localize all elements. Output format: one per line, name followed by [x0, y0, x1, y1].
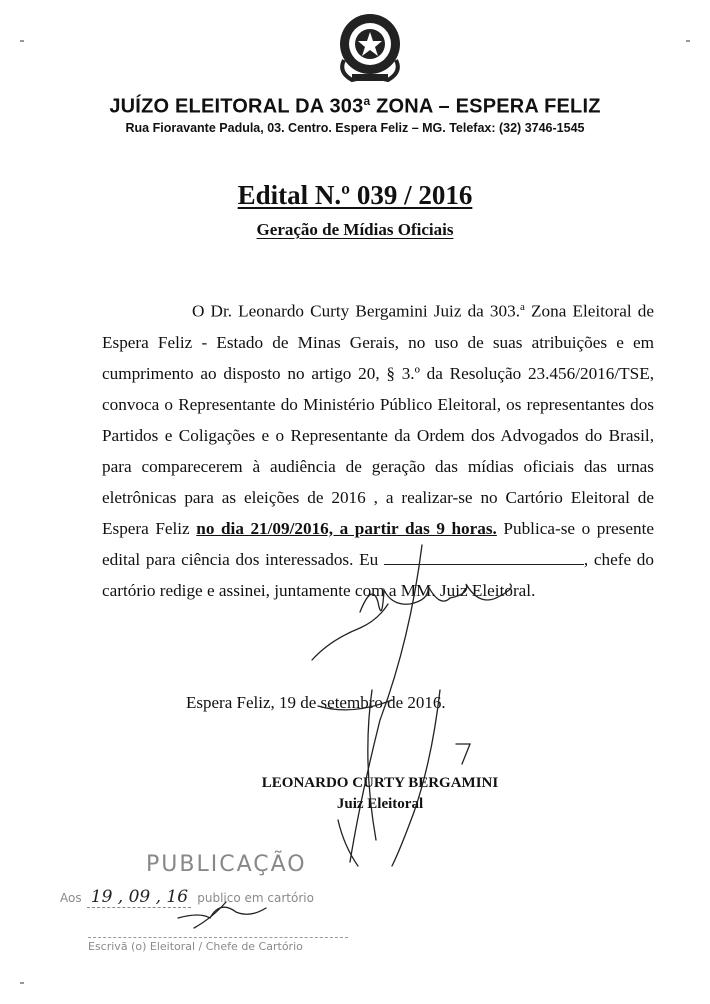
- publication-stamp-footer: Escrivã (o) Eleitoral / Chefe de Cartório: [88, 937, 348, 953]
- edital-body: O Dr. Leonardo Curty Bergamini Juiz da 303.$^a$ Zona Eleitoral de Espera Feliz - Estado de Minas Gerais, no uso de suas atribuições e em cumprimento ao disposto no artigo 20, § 3.º da Resolução 23.456/2016/TSE, convoca o Representante do Ministério Público Eleitoral, os representantes dos Partidos e Coligações e o Representante da Ordem dos Advogados do Brasil, para comparecerem à audiência de geração das mídias oficiais das urnas eletrônicas para as eleições de 2016 , a realizar-se no Cartório Eleitoral de Espera Feliz no dia 21/09/2016, a partir das 9 horas. Publica-se o presente edital para ciência dos interessados. Eu , chefe do cartório redige e assinei, juntamente com a MM. Juiz Eleitoral.: [102, 301, 654, 600]
- publication-stamp-title: PUBLICAÇÃO: [146, 852, 307, 877]
- scan-speck: [20, 40, 24, 42]
- edital-title: Edital N.º 039 / 2016: [237, 180, 473, 210]
- judge-name: LEONARDO CURTY BERGAMINI: [261, 775, 499, 791]
- court-header-title: JUÍZO ELEITORAL DA 303$^a$ ZONA – ESPERA FELIZ: [109, 94, 601, 118]
- judge-role: Juiz Eleitoral: [336, 796, 424, 812]
- court-address: Rua Fioravante Padula, 03. Centro. Espera Feliz – MG. Telefax: (32) 3746-1545: [125, 121, 585, 135]
- publication-stamp-date: Aos 19 , 09 , 16 publico em cartório: [60, 887, 314, 907]
- brazil-coat-of-arms-icon: [330, 10, 410, 88]
- scan-speck: [686, 40, 690, 42]
- clerk-signature-line: [384, 552, 584, 565]
- edital-subtitle: Geração de Mídias Oficiais: [256, 220, 454, 239]
- scan-speck: [20, 982, 24, 984]
- date-line: Espera Feliz, 19 de setembro de 2016.: [186, 693, 446, 712]
- hearing-date: no dia 21/09/2016, a partir das 9 horas.: [196, 518, 497, 538]
